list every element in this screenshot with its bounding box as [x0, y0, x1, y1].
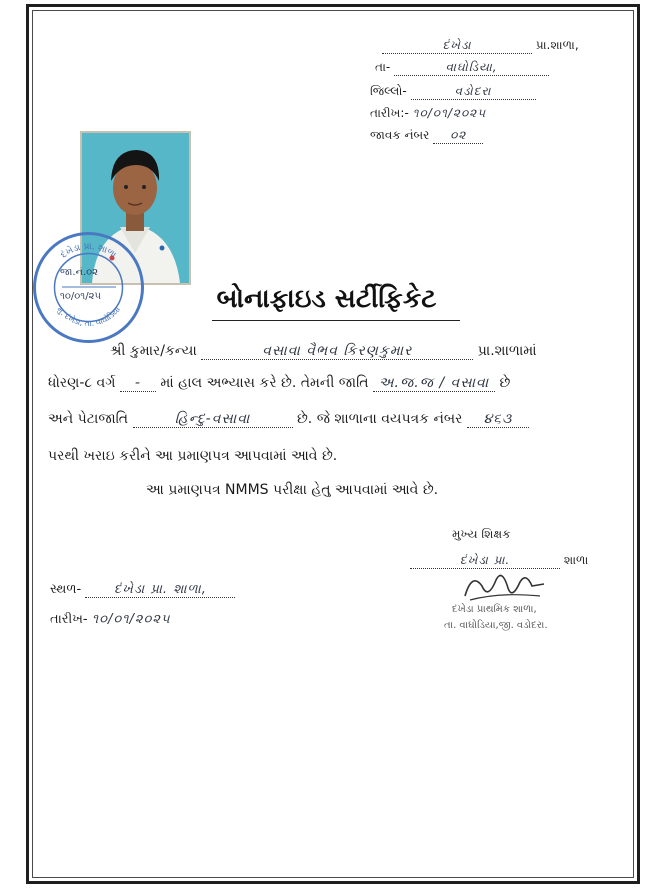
header-date-label: તારીખ:- [370, 106, 409, 120]
header-district-label: જિલ્લો- [370, 84, 407, 98]
body-l2-suffix: છે [499, 375, 511, 391]
register-number: ૪૬૩ [467, 411, 529, 428]
footer-date-line [50, 612, 171, 627]
body-l1-prefix: શ્રી કુમાર/કન્યા [110, 343, 197, 359]
student-name: વસાવા વૈભવ કિરણકુમાર [201, 343, 473, 360]
body-l2-mid: માં હાલ અભ્યાસ કરે છે. તેમની જાતિ [160, 375, 369, 391]
header-district-value: વડોદરા [411, 84, 536, 100]
header-school-name: દંખેડા [382, 38, 532, 54]
stamp-text-top: દંખેડા પ્રા. શાળા [59, 241, 118, 261]
header-outward-line [370, 128, 483, 144]
body-line-4: પરથી ખરાઇ કરીને આ પ્રમાણપત્ર આપવામાં આવે છે. [48, 448, 338, 464]
header-school-line [382, 38, 579, 54]
header-district-line [370, 84, 536, 100]
subcaste-value: હિન્દુ-વસાવા [133, 411, 293, 428]
footer-place-value: દંખેડા પ્રા. શાળા, [85, 582, 235, 598]
header-school-suffix: પ્રા.શાળા, [535, 38, 579, 52]
body-line-3 [48, 411, 529, 428]
header-taluka-value: વાઘોડિયા, [394, 60, 549, 76]
header-taluka-line [375, 60, 549, 76]
division-value: - [120, 375, 156, 392]
principal-seal-line1: દંખેડા પ્રાથમિક શાળા, [452, 604, 537, 615]
footer-date-value: ૧૦/૦૧/૨૦૨૫ [91, 612, 171, 627]
header-date-value: ૧૦/૦૧/૨૦૨૫ [412, 106, 487, 120]
footer-place-label: સ્થળ- [50, 582, 82, 597]
principal-signature [460, 566, 550, 606]
body-l3-mid: છે. જે શાળાના વયપત્રક નંબર [296, 411, 463, 427]
title-underline [212, 320, 460, 321]
caste-value: અ.જ.જ / વસાવા [373, 375, 495, 392]
stamp-line2: ૧૦/૦૧/૨૫ [60, 291, 102, 302]
principal-seal-line2: તા. વાઘોડિયા,જી. વડોદરા. [444, 620, 548, 631]
body-line-1 [110, 343, 537, 360]
body-l3-prefix: અને પેટાજાતિ [48, 411, 129, 427]
header-date-line [370, 106, 486, 121]
body-l2-prefix: ધોરણ-૮ વર્ગ [48, 375, 116, 391]
principal-school-suffix: શાળા [563, 553, 589, 567]
stamp-line1: જા.નં.૦૨ [60, 267, 99, 278]
header-taluka-label: તા- [375, 60, 391, 74]
body-line-5: આ પ્રમાણપત્ર NMMS પરીક્ષા હેતુ આપવામાં આવે છે. [146, 482, 439, 498]
principal-title: મુખ્ય શિક્ષક [452, 527, 511, 541]
principal-school: દંખેડા પ્રા. [410, 553, 560, 569]
footer-place-line [50, 582, 235, 598]
certificate-title: બોનાફાઇડ સર્ટીફિકેટ [216, 284, 437, 314]
svg-text:દંખેડા પ્રા. શાળા [59, 242, 118, 261]
body-line-2 [48, 375, 510, 392]
footer-date-label: તારીખ- [50, 612, 88, 627]
header-outward-label: જાવક નંબર [370, 128, 430, 142]
header-outward-value: ૦૨ [433, 128, 483, 144]
stamp-text-bottom: મુ. દંખેડા, તા. વાઘોડિયા [55, 304, 122, 329]
body-l1-suffix: પ્રા.શાળામાં [477, 343, 537, 359]
